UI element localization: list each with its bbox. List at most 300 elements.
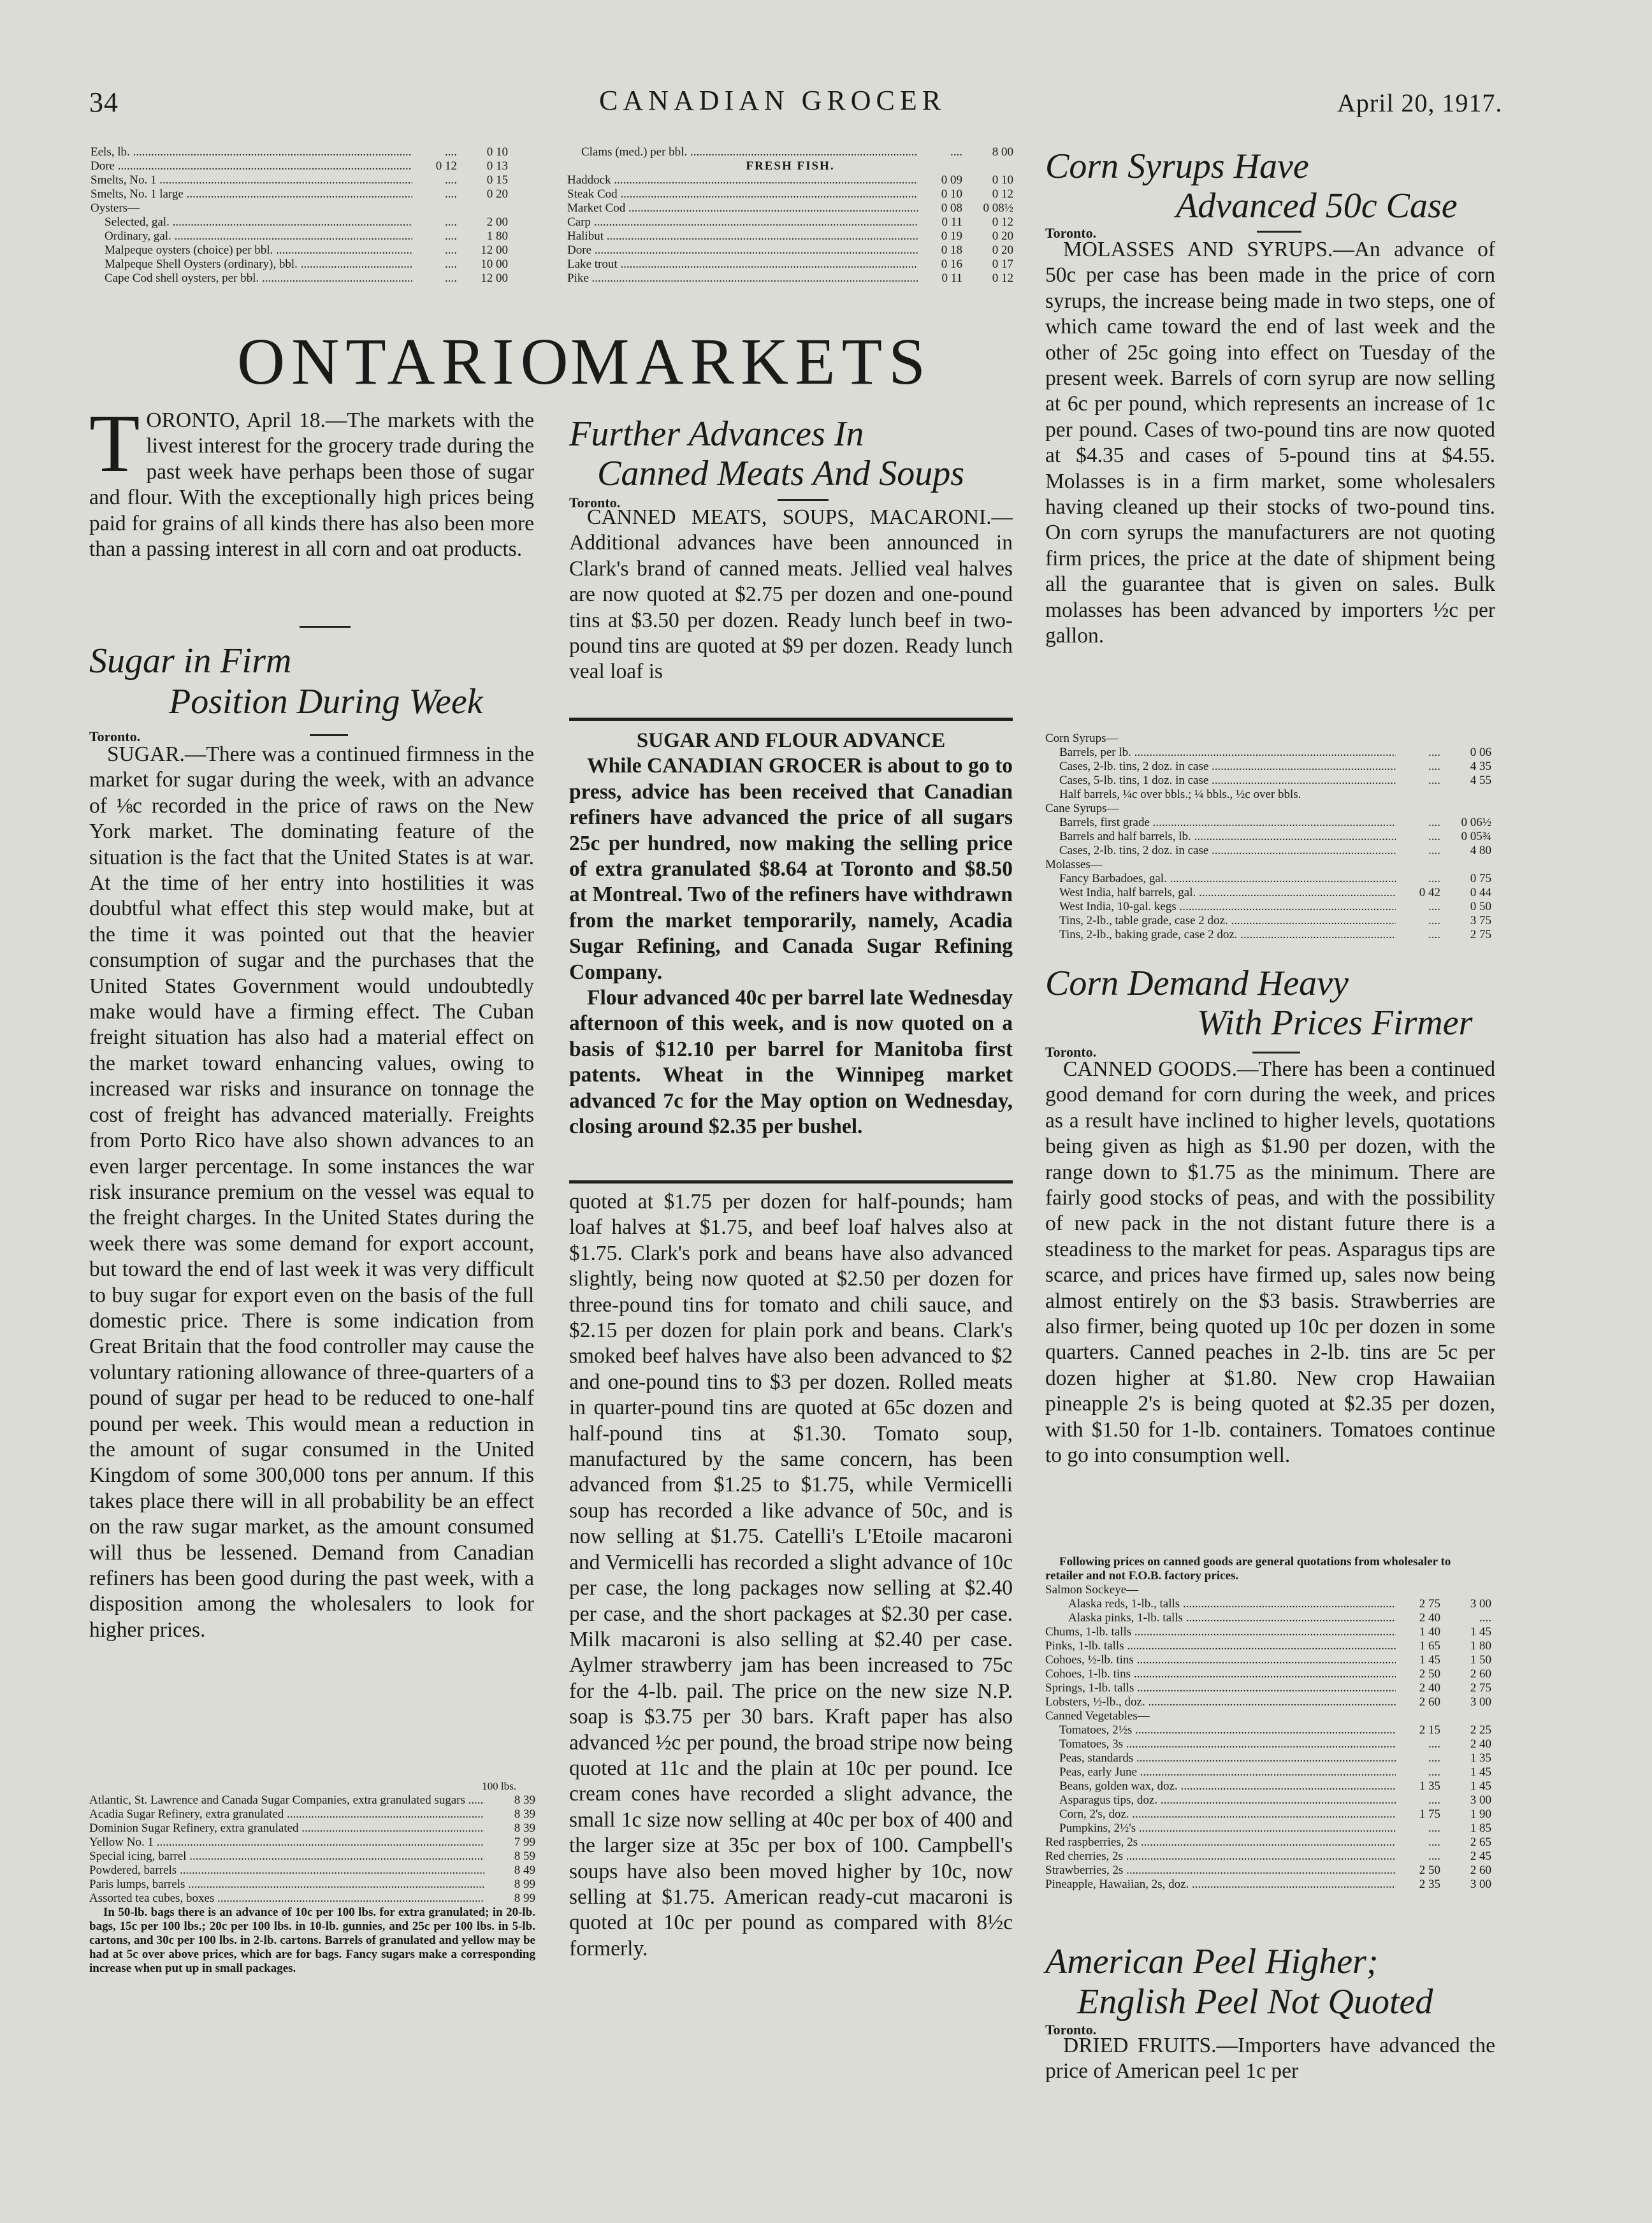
price-high: 2 60 (1470, 1864, 1491, 1877)
item-name: Corn, 2's, doz. ..... (1045, 1807, 1396, 1821)
price-high: 1 50 (1470, 1653, 1491, 1667)
price-row (91, 215, 508, 229)
price-high: 2 25 (1470, 1723, 1491, 1737)
canned-meats-body-part1: CANNED MEATS, SOUPS, MACARONI.—Additional advances have been announced in Clark's brand of canned meats. Jellied veal halves are now quoted at $2.75 per dozen and one-pound tins at $3.50 per dozen. Ready lunch beef in two-pound tins are quoted at $9 per dozen. Ready lunch veal loaf is (569, 505, 1013, 684)
item-name: Alaska pinks, 1-lb. talls ..... (1045, 1611, 1396, 1625)
main-title-ontario: ONTARIO (237, 325, 575, 398)
fresh-fish-price-table (567, 145, 1013, 286)
issue-date: April 20, 1917. (1337, 89, 1503, 117)
corn-syrups-body: MOLASSES AND SYRUPS.—An advance of 50c per case has been made in the price of corn syrups, the increase being made in two steps, one of which came toward the end of last week and the other of 25c going into effect on Tuesday of the present week. Barrels of corn syrup are now selling at 6c per pound, which represents an increase of 1c per pound. Cases of two-pound tins are now quoted at $4.35 and cases of 5-pound tins at $4.55. Molasses is in a firm market, some wholesalers having cleaned up their stocks of two-pound tins. On corn syrups the manufacturers are not quoting firm prices, the price at the date of shipment being all the guarantee that is given on sales. Bulk molasses has been advanced by importers ½c per gallon. (1045, 238, 1495, 648)
price-high: 1 35 (1470, 1751, 1491, 1765)
item-name: Chums, 1-lb. talls ..... (1045, 1625, 1396, 1639)
item-name: Cohoes, ½-lb. tins ..... (1045, 1653, 1396, 1667)
price-low: .... (445, 243, 457, 257)
price-row (1045, 900, 1491, 914)
sugar-table-unit: 100 lbs. (482, 1780, 516, 1792)
corn-syrups-headline-line1: Corn Syrups Have (1045, 147, 1309, 186)
price-high: 0 10 (486, 145, 508, 159)
price-row (1045, 1751, 1491, 1765)
price-row (89, 1878, 535, 1892)
price-low: .... (445, 187, 457, 201)
price-row (1045, 1611, 1491, 1625)
price-high: 0 12 (992, 187, 1013, 201)
price-row (91, 159, 508, 173)
canned-meats-article-part1 (569, 505, 1013, 685)
canned-goods-price-table (1045, 1555, 1491, 1892)
price-value: 8 39 (514, 1793, 535, 1807)
item-name: Salmon Sockeye— (1045, 1583, 1139, 1597)
price-row (1045, 788, 1491, 802)
price-low: 2 15 (1419, 1723, 1440, 1737)
price-high (1440, 802, 1491, 816)
price-row (1045, 1807, 1491, 1821)
price-row (91, 201, 508, 215)
fish-price-table-left (91, 145, 508, 286)
price-row (567, 243, 1013, 257)
price-high: 2 00 (486, 215, 508, 229)
price-row (1045, 1583, 1491, 1597)
price-value: 8 39 (514, 1807, 535, 1821)
item-name: Lobsters, ½-lb., doz. ..... (1045, 1695, 1396, 1709)
peel-article (1045, 2033, 1495, 2085)
price-low: 2 35 (1419, 1878, 1440, 1891)
price-row (567, 201, 1013, 215)
price-high (1440, 858, 1491, 872)
price-row (89, 1793, 535, 1807)
price-row (1045, 1765, 1491, 1779)
price-row (567, 187, 1013, 201)
item-name: Cane Syrups— (1045, 802, 1119, 815)
price-row (1045, 914, 1491, 928)
item-name: Springs, 1-lb. talls ..... (1045, 1681, 1396, 1695)
sugar-rule (310, 734, 348, 736)
canned-meats-rule (778, 499, 829, 501)
item-name: Malpeque oysters (choice) per bbl. ..... (91, 243, 412, 257)
price-low (1396, 788, 1440, 802)
item-name: Cohoes, 1-lb. tins ..... (1045, 1667, 1396, 1681)
price-high (457, 201, 508, 215)
price-row (89, 1836, 535, 1850)
corn-syrups-location: Toronto. (1045, 225, 1097, 241)
price-row (1045, 774, 1491, 788)
price-row (1045, 1695, 1491, 1709)
corn-demand-rule (1252, 1052, 1300, 1054)
price-high: 1 45 (1470, 1765, 1491, 1779)
price-row (89, 1892, 535, 1906)
item-name: Tins, 2-lb., baking grade, case 2 doz. ..... (1045, 928, 1396, 942)
item-name: Smelts, No. 1 ..... (91, 173, 412, 187)
corn-syrups-rule (1257, 231, 1301, 233)
price-low: .... (1428, 844, 1440, 857)
item-name: Market Cod ..... (567, 201, 918, 215)
price-low (1396, 802, 1440, 816)
price-high: 2 65 (1470, 1836, 1491, 1849)
price-row (91, 229, 508, 243)
publication-name: CANADIAN GROCER (599, 85, 946, 116)
price-high: 4 55 (1470, 774, 1491, 787)
price-low: .... (1428, 1751, 1440, 1765)
box-title: SUGAR AND FLOUR ADVANCE (636, 729, 946, 752)
item-name: Dore ..... (91, 159, 412, 173)
price-low: .... (1428, 1850, 1440, 1863)
price-low: 0 12 (435, 159, 457, 173)
price-low: .... (1428, 816, 1440, 829)
item-name: Smelts, No. 1 large ..... (91, 187, 412, 201)
price-low: .... (1428, 1821, 1440, 1835)
price-high: 2 45 (1470, 1850, 1491, 1863)
item-name: Cases, 5-lb. tins, 1 doz. in case ..... (1045, 774, 1396, 788)
price-row (1045, 1625, 1491, 1639)
price-low (1396, 732, 1440, 746)
price-low: 1 45 (1419, 1653, 1440, 1667)
price-high: 3 00 (1470, 1695, 1491, 1709)
price-value: 8 99 (514, 1878, 535, 1891)
item-name: Selected, gal. ..... (91, 215, 412, 229)
price-row (1045, 1723, 1491, 1737)
price-row (1045, 872, 1491, 886)
price-low: 0 10 (941, 187, 962, 201)
price-low: .... (1428, 872, 1440, 885)
price-row (1045, 732, 1491, 746)
item-name: Paris lumps, barrels ..... (89, 1878, 484, 1892)
price-row (1045, 858, 1491, 872)
item-name: Pinks, 1-lb. talls ..... (1045, 1639, 1396, 1653)
item-name: Red cherries, 2s ..... (1045, 1850, 1396, 1864)
item-name: Peas, standards ..... (1045, 1751, 1396, 1765)
price-low: .... (445, 257, 457, 271)
price-value: 8 59 (514, 1850, 535, 1863)
price-value: 7 99 (514, 1836, 535, 1849)
price-low: .... (445, 272, 457, 285)
corn-demand-article (1045, 1057, 1495, 1469)
corn-syrups-headline-line2: Advanced 50c Case (1176, 186, 1458, 226)
intro-text: ORONTO, April 18.—The markets with the livest interest for the grocery trade during the past week have perhaps been those of sugar and flour. With the exceptionally high prices being paid for grains of all kinds there has also been more than a passing interest in all corn and oat products. (89, 409, 534, 561)
price-low: 2 60 (1419, 1695, 1440, 1709)
price-low: .... (1428, 746, 1440, 759)
item-name: Powdered, barrels ..... (89, 1864, 484, 1878)
price-row (89, 1807, 535, 1821)
price-low: .... (1428, 914, 1440, 927)
price-low: .... (445, 229, 457, 243)
price-row (1045, 746, 1491, 760)
item-name: Half barrels, ¼c over bbls.; ¼ bbls., ½c over bbls. (1059, 788, 1301, 801)
item-name: Haddock ..... (567, 173, 918, 187)
price-low: 2 40 (1419, 1681, 1440, 1695)
price-row (91, 272, 508, 286)
price-value: 8 99 (514, 1892, 535, 1905)
peel-headline-line2: English Peel Not Quoted (1077, 1982, 1433, 2022)
price-low: .... (445, 145, 457, 159)
price-high (1440, 732, 1491, 746)
price-low: 2 50 (1419, 1864, 1440, 1877)
price-high: 0 17 (992, 257, 1013, 271)
corn-demand-location: Toronto. (1045, 1044, 1097, 1060)
price-high: 1 80 (486, 229, 508, 243)
corn-demand-headline-line2: With Prices Firmer (1197, 1003, 1473, 1043)
price-high: 0 20 (486, 187, 508, 201)
price-high: 0 13 (486, 159, 508, 173)
price-high (1440, 1583, 1491, 1597)
price-row (1045, 1597, 1491, 1611)
price-row (1045, 760, 1491, 774)
price-high: 0 20 (992, 229, 1013, 243)
price-row (567, 229, 1013, 243)
price-row (89, 1850, 535, 1864)
price-low: .... (445, 173, 457, 187)
price-low: .... (1428, 830, 1440, 843)
sugar-headline-line1: Sugar in Firm (89, 641, 292, 681)
price-high: 0 06½ (1461, 816, 1491, 829)
price-high: 0 06 (1470, 746, 1491, 759)
price-high (1440, 1709, 1491, 1723)
item-name: Assorted tea cubes, boxes ..... (89, 1892, 484, 1906)
price-value: 8 39 (514, 1821, 535, 1835)
price-high: 1 45 (1470, 1779, 1491, 1793)
item-name: Fancy Barbadoes, gal. ..... (1045, 872, 1396, 886)
item-name: Cases, 2-lb. tins, 2 doz. in case ..... (1045, 844, 1396, 858)
item-name: Strawberries, 2s ..... (1045, 1864, 1396, 1878)
price-row (1045, 1821, 1491, 1836)
price-high: 0 05¾ (1461, 830, 1491, 843)
sugar-headline-line2: Position During Week (169, 682, 483, 721)
item-name: Tins, 2-lb., table grade, case 2 doz. ..... (1045, 914, 1396, 928)
sugar-body: SUGAR.—There was a continued firmness in the market for sugar during the week, with an advance of ⅛c recorded in the price of raws on the New York market. The dominating feature of the situation is the fact that the United States is at war. At the time of her entry into hostilities it was doubtful what effect this step would make, but at the time it was pointed out that the heavier consumption of sugar and the purchases that the United States Government would undoubtedly make would have a firming effect. The Cuban freight situation has also had a material effect on the market toward enhancing values, owing to increased war risks and insurance on tonnage the cost of freight has advanced materially. Freights from Porto Rico have also shown advances to an even larger percentage. In some instances the war risk insurance premium on the vessel was equal to the freight charges. In the United States during the week there was some demand for export account, but toward the end of last week it was very difficult to buy sugar for export even on the basis of the full domestic price. There is some indication from Great Britain that the food controller may cause the voluntary rationing allowance of three-quarters of a pound of sugar per head to be reduced to one-half pound per week. This would mean a reduction in the amount of sugar consumed in the United Kingdom of some 300,000 tons per annum. If this takes place there will in all probability be an effect on the raw sugar market, as the amount consumed will thus be lessened. Demand from Canadian refiners has been good during the past week, with a disposition among the wholesalers to look for higher prices. (89, 742, 534, 1642)
sugar-article (89, 742, 534, 1643)
price-row (1045, 1878, 1491, 1892)
item-name: Peas, early June ..... (1045, 1765, 1396, 1779)
price-row (89, 1864, 535, 1878)
price-low: 0 11 (941, 272, 962, 285)
item-name: Pumpkins, 2½'s ..... (1045, 1821, 1396, 1836)
peel-body: DRIED FRUITS.—Importers have advanced the price of American peel 1c per (1045, 2034, 1495, 2083)
price-row (1045, 816, 1491, 830)
item-name: Carp ..... (567, 215, 918, 229)
price-high: 3 00 (1470, 1597, 1491, 1611)
section-divider (300, 626, 351, 628)
price-high: 2 75 (1470, 928, 1491, 941)
price-row (567, 257, 1013, 272)
price-row (567, 145, 1013, 159)
price-low: .... (445, 215, 457, 229)
sugar-table-note: In 50-lb. bags there is an advance of 10c per 100 lbs. for extra granulated; in 20-lb. bags, 15c per 100 lbs.; 20c per 100 lbs. in 10-lb. gunnies, and 25c per 100 lbs. in 5-lb. cartons, and 30c per 100 lbs. in 2-lb. cartons. Barrels of granulated and yellow may be had at 5c over above prices, which are for bags. Fancy sugars make a corresponding increase when put up in small packages. (89, 1906, 535, 1975)
price-low: 0 09 (941, 173, 962, 187)
item-name: Special icing, barrel ..... (89, 1850, 484, 1864)
price-high: 1 45 (1470, 1625, 1491, 1639)
item-name: Halibut ..... (567, 229, 918, 243)
item-name: Molasses— (1045, 858, 1103, 871)
item-name: Oysters— (91, 201, 140, 215)
corn-demand-body: CANNED GOODS.—There has been a continued good demand for corn during the week, and prices as a result have inclined to higher levels, quotations being given as high as $1.90 per dozen, with the range down to $1.75 as the minimum. There are fairly good stocks of peas, and with the possibility of new pack in the not distant future there is a steadiness to the market for peas. Asparagus tips are scarce, and prices have firmed up, sales now being almost entirely on the $3 basis. Strawberries are also firmer, being quoted up 10c per dozen in some quarters. Canned peaches in 2-lb. tins are 5c per dozen higher at $1.80. New crop Hawaiian pineapple 2's is being quoted at $2.35 per dozen, with $1.50 for 1-lb. containers. Tomatoes continue to go into consumption well. (1045, 1057, 1495, 1468)
item-name: Canned Vegetables— (1045, 1709, 1150, 1723)
price-high: 0 12 (992, 215, 1013, 229)
corn-demand-headline-line1: Corn Demand Heavy (1045, 964, 1349, 1003)
item-name: Barrels and half barrels, lb. ..... (1045, 830, 1396, 844)
item-name: Steak Cod ..... (567, 187, 918, 201)
item-name: Beans, golden wax, doz. ..... (1045, 1779, 1396, 1793)
price-high: 3 75 (1470, 914, 1491, 927)
price-low (1396, 1709, 1440, 1723)
price-high: 10 00 (481, 257, 508, 271)
item-name: Corn Syrups— (1045, 732, 1119, 745)
price-row (567, 272, 1013, 286)
item-name: Clams (med.) per bbl. ..... (567, 145, 918, 159)
intro-paragraph (89, 398, 534, 562)
item-name: Tomatoes, 3s ..... (1045, 1737, 1396, 1751)
price-high: 12 00 (481, 243, 508, 257)
price-high: 0 75 (1470, 872, 1491, 885)
price-low: 1 65 (1419, 1639, 1440, 1653)
item-name: West India, half barrels, gal. ..... (1045, 886, 1396, 900)
price-low: .... (1428, 1737, 1440, 1751)
price-row (89, 1821, 535, 1836)
price-row (1045, 1850, 1491, 1864)
canned-meats-headline-line2: Canned Meats And Soups (597, 454, 965, 493)
syrups-price-table (1045, 732, 1491, 942)
price-low (412, 201, 457, 215)
price-high: 3 00 (1470, 1878, 1491, 1891)
price-low: 0 08 (941, 201, 962, 215)
price-row (1045, 1779, 1491, 1793)
canned-goods-table-note: Following prices on canned goods are general quotations from wholesaler to retailer and not F.O.B. factory prices. (1045, 1555, 1451, 1582)
item-name: Asparagus tips, doz. ..... (1045, 1793, 1396, 1807)
price-high: 0 08½ (983, 201, 1013, 215)
price-high: 12 00 (481, 272, 508, 285)
box-paragraph-2: Flour advanced 40c per barrel late Wednesday afternoon of this week, and is now quoted on a basis of $12.10 per barrel for Manitoba first patents. Wheat in the Winnipeg market advanced 7c for the May option on Wednesday, closing around $2.35 per bushel. (569, 986, 1013, 1139)
price-high: 1 80 (1470, 1639, 1491, 1653)
price-high: 1 90 (1470, 1807, 1491, 1821)
price-row (1045, 886, 1491, 900)
price-row (1045, 1793, 1491, 1807)
price-value: 8 49 (514, 1864, 535, 1877)
sugar-flour-advance-box (569, 728, 1013, 1140)
item-name: Cases, 2-lb. tins, 2 doz. in case ..... (1045, 760, 1396, 774)
price-row (1045, 1864, 1491, 1878)
item-name: Cape Cod shell oysters, per bbl. ..... (91, 272, 412, 286)
item-name: Yellow No. 1 ..... (89, 1836, 484, 1850)
price-row (91, 187, 508, 201)
price-low: .... (1428, 1836, 1440, 1849)
price-low: 2 40 (1419, 1611, 1440, 1625)
price-low: 0 42 (1419, 886, 1440, 899)
price-low: .... (1428, 928, 1440, 941)
price-high: 0 50 (1470, 900, 1491, 913)
price-high: 1 85 (1470, 1821, 1491, 1835)
corn-syrups-article (1045, 237, 1495, 649)
price-low: 2 75 (1419, 1597, 1440, 1611)
price-low: 1 75 (1419, 1807, 1440, 1821)
price-row (1045, 1667, 1491, 1681)
item-name: Dore ..... (567, 243, 918, 257)
price-low: .... (1428, 1765, 1440, 1779)
box-bottom-rule (569, 1180, 1013, 1184)
price-high: 4 80 (1470, 844, 1491, 857)
price-high: 0 44 (1470, 886, 1491, 899)
price-row (1045, 1709, 1491, 1723)
canned-meats-headline-line1: Further Advances In (569, 414, 864, 454)
price-row (1045, 928, 1491, 942)
canned-meats-location: Toronto. (569, 495, 621, 510)
price-low: .... (1428, 900, 1440, 913)
price-high: 3 00 (1470, 1793, 1491, 1807)
price-low: .... (950, 145, 962, 159)
price-row (91, 243, 508, 257)
fresh-fish-heading: FRESH FISH. (746, 159, 835, 173)
price-high: 0 12 (992, 272, 1013, 285)
price-low (1396, 858, 1440, 872)
price-low: .... (1428, 1793, 1440, 1807)
item-name: Tomatoes, 2½s ..... (1045, 1723, 1396, 1737)
item-name: Acadia Sugar Refinery, extra granulated ..... (89, 1807, 484, 1821)
price-high: 0 10 (992, 173, 1013, 187)
price-row (567, 215, 1013, 229)
price-high: 0 15 (486, 173, 508, 187)
price-low: 1 40 (1419, 1625, 1440, 1639)
item-name: West India, 10-gal. kegs ..... (1045, 900, 1396, 914)
price-row (1045, 802, 1491, 816)
item-name: Dominion Sugar Refinery, extra granulated ..... (89, 1821, 484, 1836)
main-title-markets: MARKETS (570, 325, 932, 398)
item-name: Ordinary, gal. ..... (91, 229, 412, 243)
price-row (1045, 1737, 1491, 1751)
price-low: 0 11 (941, 215, 962, 229)
sugar-location: Toronto. (89, 728, 141, 744)
item-name: Barrels, first grade ..... (1045, 816, 1396, 830)
item-name: Pineapple, Hawaiian, 2s, doz. ..... (1045, 1878, 1396, 1892)
page-number: 34 (89, 87, 119, 118)
item-name: Atlantic, St. Lawrence and Canada Sugar Companies, extra granulated sugars ..... (89, 1793, 484, 1807)
price-low: 0 18 (941, 243, 962, 257)
canned-meats-body-part2: quoted at $1.75 per dozen for half-pounds; ham loaf halves at $1.75, and beef loaf halves also at $1.75. Clark's pork and beans have also advanced slightly, being now quoted at $2.50 per dozen for three-pound tins for tomato and chili sauce, and $2.15 per dozen for plain pork and beans. Clark's smoked beef halves have also been advanced to $2 and one-pound tins to $3 per dozen. Rolled meats in quarter-pound tins are quoted at 65c dozen and half-pound tins at $1.30. Tomato soup, manufactured by the same concern, has been advanced from $1.25 to $1.75, while Vermicelli soup has recorded a like advance of 50c, and is now selling at $1.75. Catelli's L'Etoile macaroni and Vermicelli has recorded a slight advance of 10c per case, the long packages now selling at $2.40 per case, and the short packages at $2.30 per case. Milk macaroni is also selling at $2.40 per case. Aylmer strawberry jam has been increased to 75c for the 4-lb. pail. The price on the new size N.P. soap is $3.75 per 30 bars. Kraft paper has also advanced ½c per pound, the broad stripe now being quoted at 11c and the plain at 10c per pound. Ice cream cones have recorded a slight advance, the small 1c size now selling at 40c per box of 400 and the larger size at 35c per box of 100. Campbell's soups have also been moved higher by 10c, now selling at $1.75. American ready-cut macaroni is quoted at 10c per pound as compared with 8½c formerly. (569, 1190, 1013, 1960)
price-high: 2 40 (1470, 1737, 1491, 1751)
item-name: Pike ..... (567, 272, 918, 286)
item-name: Malpeque Shell Oysters (ordinary), bbl. ..... (91, 257, 412, 272)
price-high (1440, 788, 1491, 802)
item-name: Eels, lb. ..... (91, 145, 412, 159)
price-row (91, 173, 508, 187)
item-name: Lake trout ..... (567, 257, 918, 272)
price-low: .... (1428, 760, 1440, 773)
price-low: .... (1428, 774, 1440, 787)
price-row (1045, 1639, 1491, 1653)
item-name: Red raspberries, 2s ..... (1045, 1836, 1396, 1850)
peel-headline-line1: American Peel Higher; (1045, 1942, 1379, 1981)
price-low: 1 35 (1419, 1779, 1440, 1793)
box-paragraph-1: While CANADIAN GROCER is about to go to press, advice has been received that Canadian refiners have advanced the price of all sugars 25c per hundred, now making the selling price of extra granulated $8.64 at Toronto and $8.50 at Montreal. Two of the refiners have withdrawn from the market temporarily, namely, Acadia Sugar Refining, and Canada Sugar Refining Company. (569, 754, 1013, 984)
price-high: 8 00 (992, 145, 1013, 159)
price-low (1396, 1583, 1440, 1597)
price-low: 0 19 (941, 229, 962, 243)
price-row (1045, 844, 1491, 858)
price-high: .... (1479, 1611, 1491, 1625)
price-row (1045, 1836, 1491, 1850)
price-low: 2 50 (1419, 1667, 1440, 1681)
price-row (91, 257, 508, 272)
price-row (1045, 830, 1491, 844)
canned-meats-article-part2 (569, 1189, 1013, 1962)
price-row (1045, 1653, 1491, 1667)
price-low: 0 16 (941, 257, 962, 271)
price-high: 4 35 (1470, 760, 1491, 773)
price-high: 2 75 (1470, 1681, 1491, 1695)
box-top-rule (569, 718, 1013, 721)
price-high: 2 60 (1470, 1667, 1491, 1681)
price-row (1045, 1681, 1491, 1695)
price-row (567, 173, 1013, 187)
price-high: 0 20 (992, 243, 1013, 257)
price-row (91, 145, 508, 159)
sugar-price-table (89, 1779, 535, 1976)
peel-location: Toronto. (1045, 2022, 1097, 2038)
